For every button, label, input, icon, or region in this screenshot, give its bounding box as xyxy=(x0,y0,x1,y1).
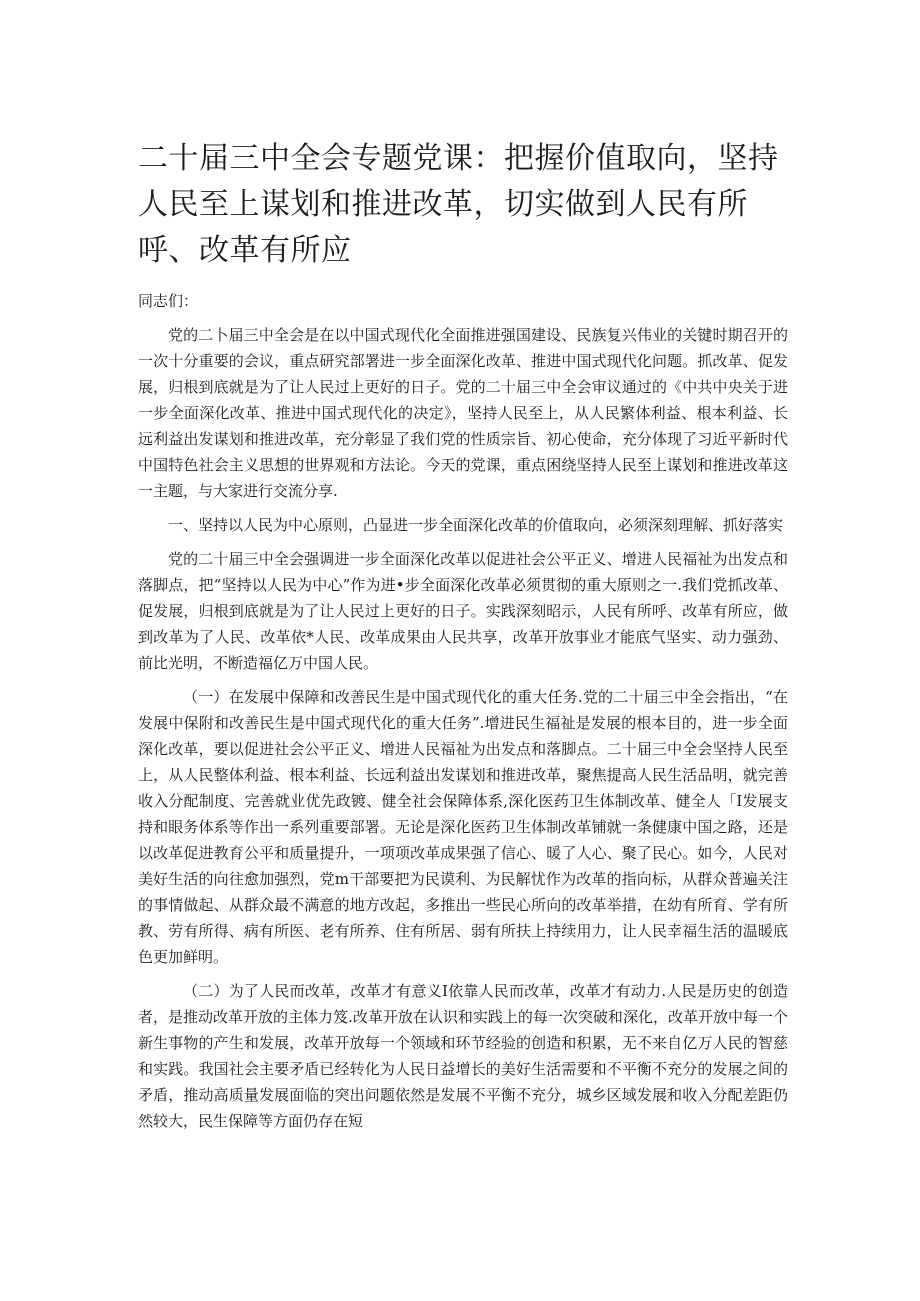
section-1-paragraph: 党的二十届三中全会强调进一步全面深化改革以促进社会公平正义、增进人民福祉为出发点和落脚点，把“坚持以人民为中心”作为进•步全面深化改革必须贯彻的重大原则之一.我们党抓改革、促发展，归根到底就是为了让人民过上更好的日子。实践深刻昭示，人民有所呼、改革有所应，做到改革为了人民、改革依*人民、改革成果由人民共享，改革开放事业才能底气坚实、动力强劲、前比光明，不断造福亿万中国人民。 xyxy=(138,550,788,672)
document-title: 二十届三中全会专题党课：把握价值取向，坚持人民至上谋划和推进改革，切实做到人民有所呼、改革有所应 xyxy=(138,141,779,268)
section-heading-1: 一、坚持以人民为中心原则，凸显进一步全面深化改革的价值取向，必须深刻理解、抓好落实 xyxy=(168,516,784,534)
subsection-1-paragraph: （一）在发展中保障和改善民生是中国式现代化的重大任务.党的二十届三中全会指出，“在发展中保附和改善民生是中国式现代化的重大任务”.增进民生福祉是发展的根本目的，进一步全面深化改革，要以促进社会公平正义、增进人民福祉为出发点和落脚点。二十届三中全会坚持人民至上，从人民整体利益、根本利益、长远利益出发谋划和推进改革，聚焦提高人民生活品明，就完善收入分配制度、完善就业优先政镀、健全社会保障体系,深化医药卫生体制改革、健全人「I发展支持和眼务体系等作出一系列重要部署。无论是深化医药卫生体制改革铺就一条健康中国之路，还是以改革促进教育公平和质量提升，一项项改革成果强了信心、暖了人心、聚了民心。如今，人民对美好生活的向往愈加强烈，党m干部要把为民谟利、为民解忧作为改革的指向标，从群众普遍关注的事情做起、从群众最不满意的地方改起，多推出一些民心所向的改革举措，在幼有所育、学有所教、劳有所得、病有所医、老有所养、住有所居、弱有所扶上持续用力，让人民幸福生活的温暖底色更加鲜明。 xyxy=(138,688,788,966)
subsection-2-paragraph: （二）为了人民而改革，改革才有意义I依靠人民而改革，改革才有动力.人民是历史的创造者，是推动改革开放的主体力笈.改革开放在认识和实践上的每一次突破和深化，改革开放中每一个新生事物的产生和发展，改革开放每一个领域和环节经验的创造和积累，无不来自亿万人民的智慈和实践。我国社会主要矛盾已经转化为人民日益增长的美好生活需要和不平衡不充分的发展之间的矛盾，推动高质量发展面临的突出问题依然是发展不平衡不充分，城乡区域发展和收入分配差距仍然较大，民生保障等方面仍存在短 xyxy=(138,982,788,1130)
intro-paragraph: 党的二卜届三中全会是在以中国式现代化全面推进强国建设、民族复兴伟业的关键时期召开的一次十分重要的会议，重点研究部署进一步全面深化改革、推进中国式现代化问题。抓改革、促发展，归根到底就是为了让人民过上更好的日子。党的二十届三中全会审议通过的《中共中央关于进一步全面深化改革、推进中国式现代化的决定》，坚持人民至上，从人民繁体利益、根本利益、长远利益出发谋划和推进改革，充分彰显了我们党的性质宗旨、初心使命，充分体现了习近平新时代中国特色社会主义思想的世界观和方法论。今天的党课，重点困绕坚持人民至上谋划和推进改革这一主题，与大家进行交流分享. xyxy=(138,326,788,500)
salutation: 同志们： xyxy=(138,292,199,310)
document-body xyxy=(138,322,788,1142)
